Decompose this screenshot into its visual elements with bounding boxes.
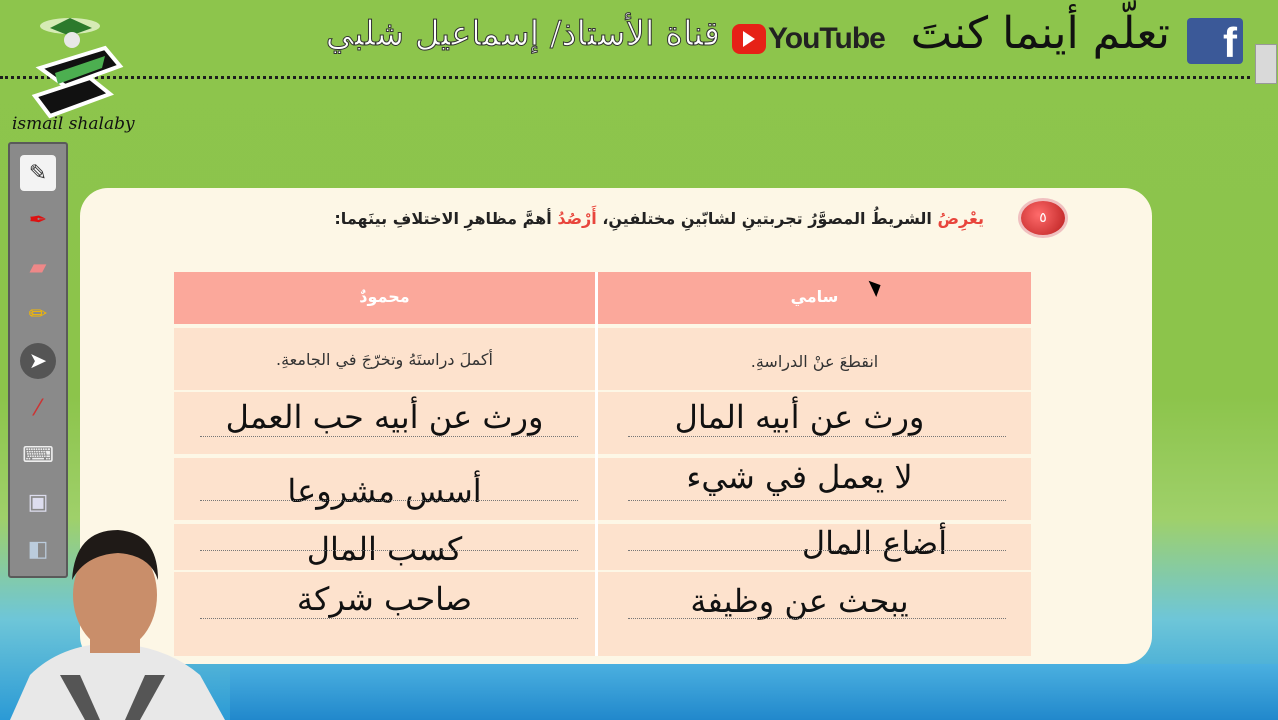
bottom-band xyxy=(230,664,1278,720)
eraser-icon[interactable]: ▰ xyxy=(29,254,47,280)
highlighter-icon[interactable]: ✏ xyxy=(28,301,48,327)
screen-icon[interactable]: ▣ xyxy=(27,489,49,515)
table-cell-left: أسس مشروعا xyxy=(287,472,482,510)
writing-line xyxy=(628,618,1006,619)
question-verb-1: يعْرِضُ xyxy=(937,209,984,228)
youtube-logo[interactable] xyxy=(732,22,885,56)
page-title: تعلّم أينما كنتَ xyxy=(910,8,1170,59)
writing-line xyxy=(628,550,1006,551)
table-cell-left: أكملَ دراستَهُ وتخرّجَ في الجامعةِ. xyxy=(275,350,493,369)
channel-name: قناة الأستاذ/ إسماعيل شلبي xyxy=(325,14,720,54)
column-header-left: محمودٌ xyxy=(174,272,595,324)
youtube-wordmark: YouTube xyxy=(768,22,885,55)
table-cell-left: صاحب شركة xyxy=(296,580,473,618)
writing-line xyxy=(628,500,1006,501)
red-pen-icon[interactable]: ✒ xyxy=(28,207,48,233)
brush-icon[interactable]: ⁄ xyxy=(36,395,40,421)
question-number-badge: ٥ xyxy=(1018,198,1068,238)
question-text-1: الشريطُ المصوَّرُ تجربتينِ لشابّينِ مختلفينِ، xyxy=(602,209,932,228)
keyboard-icon[interactable]: ⌨ xyxy=(22,442,54,468)
question-text-2: أهمَّ مظاهرِ الاختلافِ بينَهما: xyxy=(334,209,552,228)
table-cell-right: انقطعَ عنْ الدراسةِ. xyxy=(750,352,879,371)
table-row xyxy=(174,572,595,656)
question-text xyxy=(164,203,984,235)
table-cell-right: لا يعمل في شيء xyxy=(686,458,913,496)
column-divider xyxy=(595,272,598,656)
writing-line xyxy=(200,618,578,619)
writing-line xyxy=(200,550,578,551)
table-row xyxy=(598,572,1031,656)
table-cell-left: ورث عن أبيه حب العمل xyxy=(225,398,544,436)
presenter-webcam xyxy=(0,525,230,720)
table-row xyxy=(174,392,595,454)
window-icon[interactable]: ◧ xyxy=(27,536,49,562)
table-row xyxy=(598,524,1031,570)
table-cell-right: يبحث عن وظيفة xyxy=(690,582,909,620)
table-cell-right: أضاع المال xyxy=(801,524,948,562)
writing-line xyxy=(628,436,1006,437)
table-row xyxy=(174,524,595,570)
facebook-icon[interactable]: f xyxy=(1187,18,1243,64)
column-header-right: سامي xyxy=(598,272,1031,324)
youtube-play-icon xyxy=(732,24,766,54)
header-divider xyxy=(0,76,1250,79)
table-row xyxy=(598,458,1031,520)
pointer-icon[interactable]: ➤ xyxy=(20,343,56,379)
table-row xyxy=(598,328,1031,390)
table-row xyxy=(598,392,1031,454)
question-verb-2: أَرْصُدُ xyxy=(557,209,597,228)
annotation-toolbar xyxy=(8,142,68,578)
table-row xyxy=(174,328,595,390)
pen-edit-icon[interactable]: ✎ xyxy=(20,155,56,191)
table-cell-left: كسب المال xyxy=(306,530,463,568)
table-row xyxy=(174,458,595,520)
corner-control-icon[interactable] xyxy=(1255,44,1277,84)
writing-line xyxy=(200,500,578,501)
writing-line xyxy=(200,436,578,437)
table-cell-right: ورث عن أبيه المال xyxy=(674,398,925,436)
logo-text: ismail shalaby xyxy=(12,114,135,134)
